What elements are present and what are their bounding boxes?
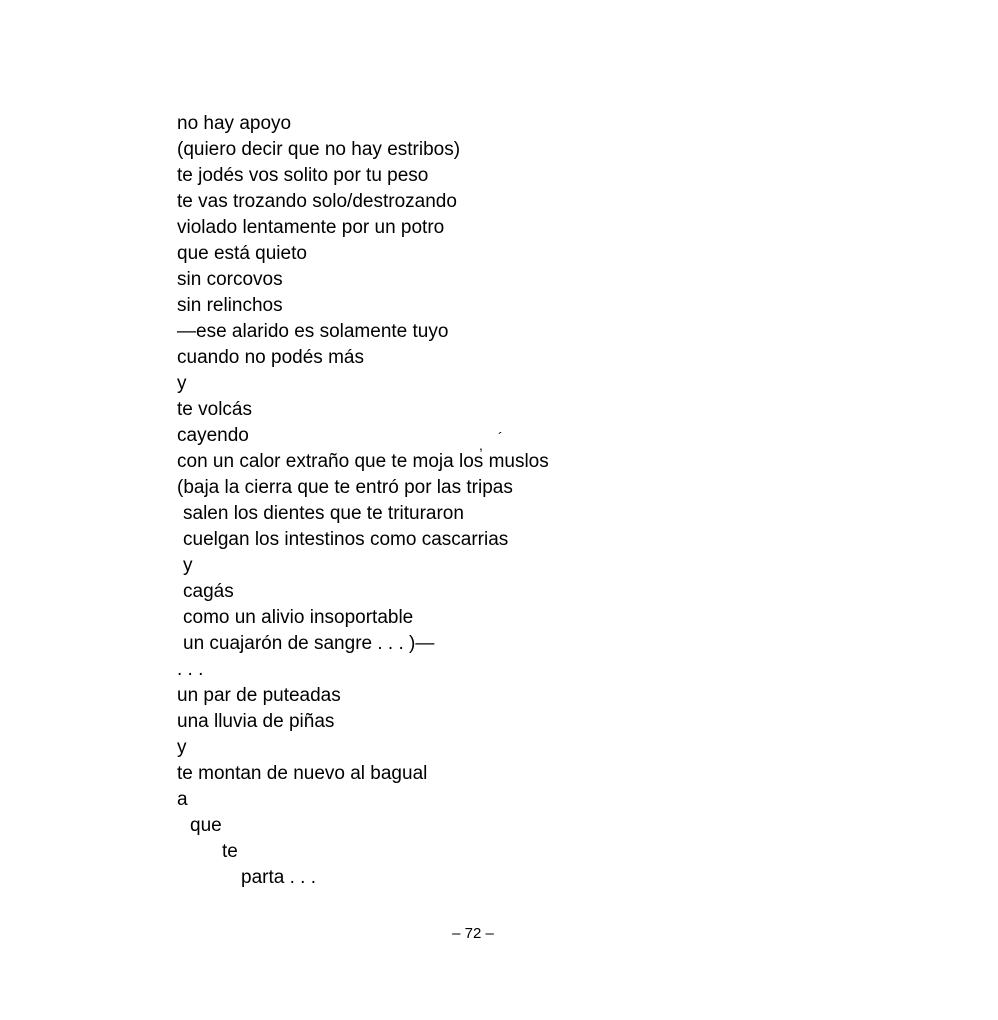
poem-line: te vas trozando solo/destrozando bbox=[177, 191, 457, 212]
poem-line: como un alivio insoportable bbox=[183, 607, 414, 628]
poem-line: salen los dientes que te trituraron bbox=[183, 503, 464, 524]
poem-line: y bbox=[177, 737, 187, 758]
poem-line: que bbox=[190, 815, 222, 836]
poem-line: cayendo bbox=[177, 425, 249, 446]
poem-line: una lluvia de piñas bbox=[177, 711, 335, 732]
poem-line: (baja la cierra que te entró por las tripas bbox=[177, 477, 513, 498]
poem-line: —ese alarido es solamente tuyo bbox=[177, 321, 449, 342]
poem-line: violado lentamente por un potro bbox=[177, 217, 445, 238]
poem-line: y bbox=[183, 555, 193, 576]
poem-line: no hay apoyo bbox=[177, 113, 292, 134]
poem-line: cagás bbox=[183, 581, 234, 602]
poem-line: . . . bbox=[177, 659, 204, 680]
poem-line: cuando no podés más bbox=[177, 347, 364, 368]
poem-line: te volcás bbox=[177, 399, 252, 420]
page-number: – 72 – bbox=[452, 925, 494, 942]
poem-line: cuelgan los intestinos como cascarrias bbox=[183, 529, 509, 550]
poem-line: que está quieto bbox=[177, 243, 307, 264]
poem-line: sin relinchos bbox=[177, 295, 283, 316]
print-speck-mark: , bbox=[479, 437, 483, 453]
poem-line: parta . . . bbox=[241, 867, 316, 888]
poem-line: con un calor extraño que te moja los muslos bbox=[177, 451, 549, 472]
poem-line: te montan de nuevo al bagual bbox=[177, 763, 428, 784]
poem-line: te bbox=[222, 841, 238, 862]
poem-line: y bbox=[177, 373, 187, 394]
poem-line: un cuajarón de sangre . . . )— bbox=[183, 633, 435, 654]
poem-line: sin corcovos bbox=[177, 269, 283, 290]
poem-line: un par de puteadas bbox=[177, 685, 341, 706]
print-speck-mark: ´ bbox=[498, 429, 503, 445]
poem-line: a bbox=[177, 789, 188, 810]
poem-line: (quiero decir que no hay estribos) bbox=[177, 139, 461, 160]
poem-line: te jodés vos solito por tu peso bbox=[177, 165, 429, 186]
